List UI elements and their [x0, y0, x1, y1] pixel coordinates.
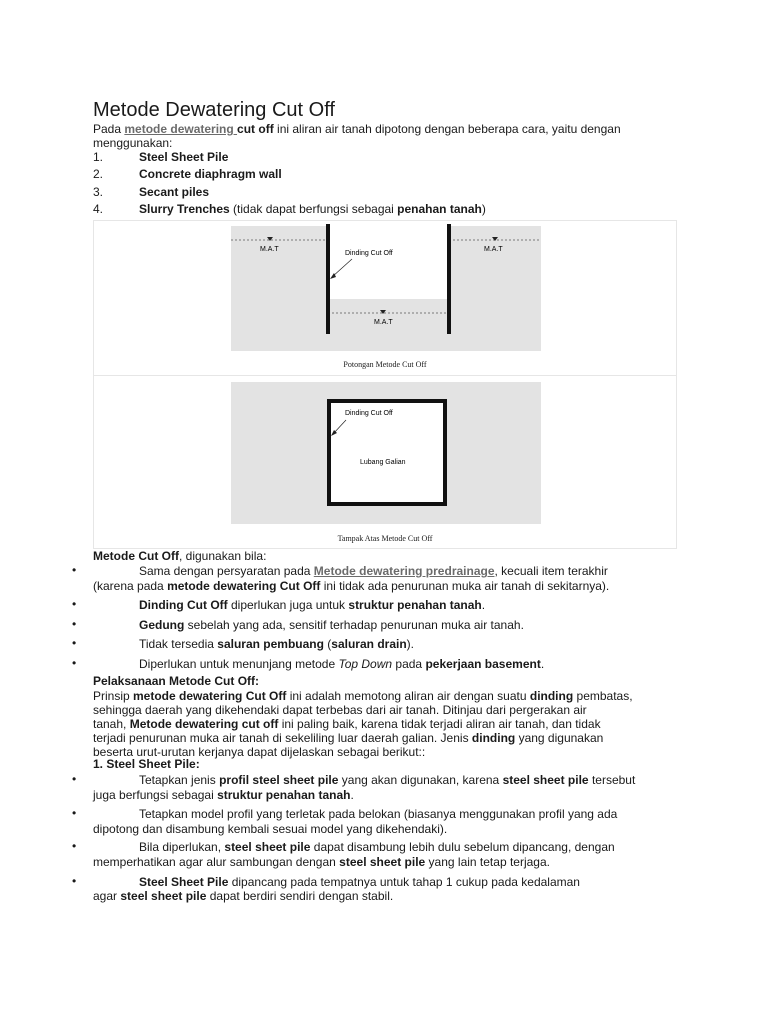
text-bold: Steel Sheet Pile — [139, 875, 229, 889]
bullet-dot: • — [72, 597, 77, 611]
text: (karena pada — [93, 579, 168, 593]
pelaksanaan-line-3 — [93, 717, 683, 731]
text-bold: steel sheet pile — [120, 889, 207, 903]
text: yang digunakan — [515, 731, 604, 745]
text-bold: steel sheet pile — [339, 855, 426, 869]
cross-section-diagram — [94, 221, 676, 376]
text-bold: pekerjaan basement — [425, 657, 541, 671]
text: . — [540, 657, 545, 671]
mat-label-left: M.A.T — [260, 246, 279, 253]
intro-line-2: menggunakan: — [93, 136, 173, 150]
figure-1-caption: Potongan Metode Cut Off — [343, 360, 427, 369]
ssp-item-3-cont — [93, 855, 683, 869]
text: ini adalah memotong aliran air dengan suatu — [286, 689, 530, 703]
cut-off-wall-left — [326, 224, 330, 334]
intro-line-1 — [93, 122, 683, 136]
text-bold: steel sheet pile — [502, 773, 589, 787]
bullet-dot: • — [72, 772, 77, 786]
usage-heading-rest: , digunakan bila: — [179, 549, 267, 563]
item-note: (tidak dapat berfungsi sebagai — [229, 202, 398, 216]
method-item-1 — [93, 150, 228, 164]
figure-2-caption: Tampak Atas Metode Cut Off — [337, 534, 433, 543]
text: Tidak tersedia — [139, 637, 218, 651]
metode-dewatering-link[interactable]: metode dewatering — [124, 122, 238, 136]
text: dapat berdiri sendiri dengan stabil. — [206, 889, 394, 903]
figure-cross-section — [93, 220, 677, 377]
text-bold: metode dewatering Cut Off — [167, 579, 321, 593]
bullet-dot: • — [72, 563, 77, 577]
text: agar — [93, 889, 121, 903]
usage-item-4 — [93, 637, 683, 651]
page-title: Metode Dewatering Cut Off — [93, 99, 335, 121]
ssp-item-1 — [93, 773, 683, 787]
text: Diperlukan untuk menunjang metode — [139, 657, 339, 671]
item-label: Concrete diaphragm wall — [139, 167, 282, 181]
ssp-heading — [93, 757, 683, 771]
text-bold: metode dewatering Cut Off — [133, 689, 287, 703]
item-number: 2. — [93, 167, 104, 181]
pelaksanaan-line-4 — [93, 731, 683, 745]
text: yang akan digunakan, karena — [338, 773, 503, 787]
text-bold: dinding — [529, 689, 574, 703]
intro-text-2: ini aliran air tanah dipotong dengan beberapa cara, yaitu dengan — [273, 122, 621, 136]
bullet-dot: • — [72, 806, 77, 820]
text-bold: Gedung — [139, 618, 185, 632]
text: ( — [323, 637, 332, 651]
predrainage-link[interactable]: Metode dewatering predrainage — [313, 564, 495, 578]
figure-top-view — [93, 375, 677, 549]
text-bold: profil steel sheet pile — [219, 773, 339, 787]
usage-heading-bold: Metode Cut Off — [93, 549, 179, 563]
text: tersebut — [588, 773, 636, 787]
item-note-bold: penahan tanah — [397, 202, 482, 216]
bullet-dot: • — [72, 636, 77, 650]
ssp-item-3 — [93, 840, 683, 854]
intro-bold: cut off — [237, 122, 274, 136]
text: Tetapkan jenis — [139, 773, 220, 787]
text: pada — [392, 657, 426, 671]
text-bold: Metode dewatering cut off — [129, 717, 279, 731]
text-bold: struktur penahan tanah — [217, 788, 351, 802]
text: juga berfungsi sebagai — [93, 788, 218, 802]
bullet-dot: • — [72, 617, 77, 631]
bullet-dot: • — [72, 874, 77, 888]
text-italic: Top Down — [338, 657, 393, 671]
text: dapat disambung lebih dulu sebelum dipancang, dengan — [310, 840, 615, 854]
top-view-diagram — [94, 376, 676, 548]
usage-item-2 — [93, 598, 683, 612]
usage-heading — [93, 549, 683, 563]
text: ini paling baik, karena tidak terjadi aliran air tanah, dan tidak — [278, 717, 601, 731]
item-label: Secant piles — [139, 185, 210, 199]
mat-label-inside: M.A.T — [374, 319, 393, 326]
text: memperhatikan agar alur sambungan dengan — [93, 855, 340, 869]
text: Sama dengan persyaratan pada — [139, 564, 314, 578]
text: ini tidak ada penurunan muka air tanah di sekitarnya). — [320, 579, 610, 593]
bullet-dot: • — [72, 839, 77, 853]
usage-item-1 — [93, 564, 683, 578]
ssp-item-2-cont: dipotong dan disambung kembali sesuai model yang dikehendaki). — [93, 822, 448, 836]
method-item-3 — [93, 185, 209, 199]
usage-item-3 — [93, 618, 683, 632]
text-bold: struktur penahan tanah — [348, 598, 482, 612]
ssp-item-2 — [93, 807, 683, 821]
mat-label-right: M.A.T — [484, 246, 503, 253]
excavation-area — [328, 226, 449, 299]
text: terjadi penurunan muka air tanah di sekeliling luar daerah galian. Jenis — [93, 731, 472, 745]
pelaksanaan-heading — [93, 674, 683, 688]
text: . — [481, 598, 486, 612]
text: dipancang pada tempatnya untuk tahap 1 cukup pada kedalaman — [228, 875, 580, 889]
method-item-4 — [93, 202, 486, 216]
pelaksanaan-line-2: sehingga daerah yang dikehendaki dapat terbebas dari air tanah. Ditinjau dari pergerakan air — [93, 703, 587, 717]
ssp-item-4-cont — [93, 889, 683, 903]
dinding-label-top: Dinding Cut Off — [345, 410, 393, 417]
bullet-dot: • — [72, 656, 77, 670]
text: pembatas, — [573, 689, 633, 703]
text: tanah, — [93, 717, 130, 731]
item-label: Steel Sheet Pile — [139, 150, 229, 164]
method-item-2 — [93, 167, 282, 181]
text: . — [350, 788, 354, 802]
text: diperlukan juga untuk — [227, 598, 349, 612]
intro-text: Pada — [93, 122, 125, 136]
item-number: 3. — [93, 185, 104, 199]
usage-item-5 — [93, 657, 683, 671]
cut-off-wall-right — [447, 224, 451, 334]
lubang-galian-label: Lubang Galian — [360, 459, 406, 466]
item-number: 4. — [93, 202, 104, 216]
item-label: Slurry Trenches — [139, 202, 230, 216]
usage-item-1-cont — [93, 579, 683, 593]
dinding-label: Dinding Cut Off — [345, 250, 393, 257]
text: Bila diperlukan, — [139, 840, 225, 854]
text-bold: Dinding Cut Off — [139, 598, 228, 612]
text-bold: dinding — [471, 731, 516, 745]
item-note-end: ) — [481, 202, 486, 216]
text: Prinsip — [93, 689, 134, 703]
text-bold: saluran drain — [331, 637, 407, 651]
pelaksanaan-line-1 — [93, 689, 683, 703]
text: yang lain tetap terjaga. — [425, 855, 550, 869]
text-bold: 1. Steel Sheet Pile: — [93, 757, 200, 771]
text-bold: steel sheet pile — [224, 840, 311, 854]
text-bold: saluran pembuang — [217, 637, 324, 651]
ssp-item-1-cont — [93, 788, 683, 802]
text: Tetapkan model profil yang terletak pada belokan (biasanya menggunakan profil yang ada — [139, 807, 618, 821]
item-number: 1. — [93, 150, 104, 164]
text: , kecuali item terakhir — [494, 564, 608, 578]
pelaksanaan-line-5: beserta urut-urutan kerjanya dapat dijelaskan sebagai berikut:: — [93, 745, 426, 759]
text: sebelah yang ada, sensitif terhadap penurunan muka air tanah. — [184, 618, 524, 632]
text: ). — [406, 637, 414, 651]
ssp-item-4 — [93, 875, 683, 889]
text-bold: Pelaksanaan Metode Cut Off: — [93, 674, 260, 688]
